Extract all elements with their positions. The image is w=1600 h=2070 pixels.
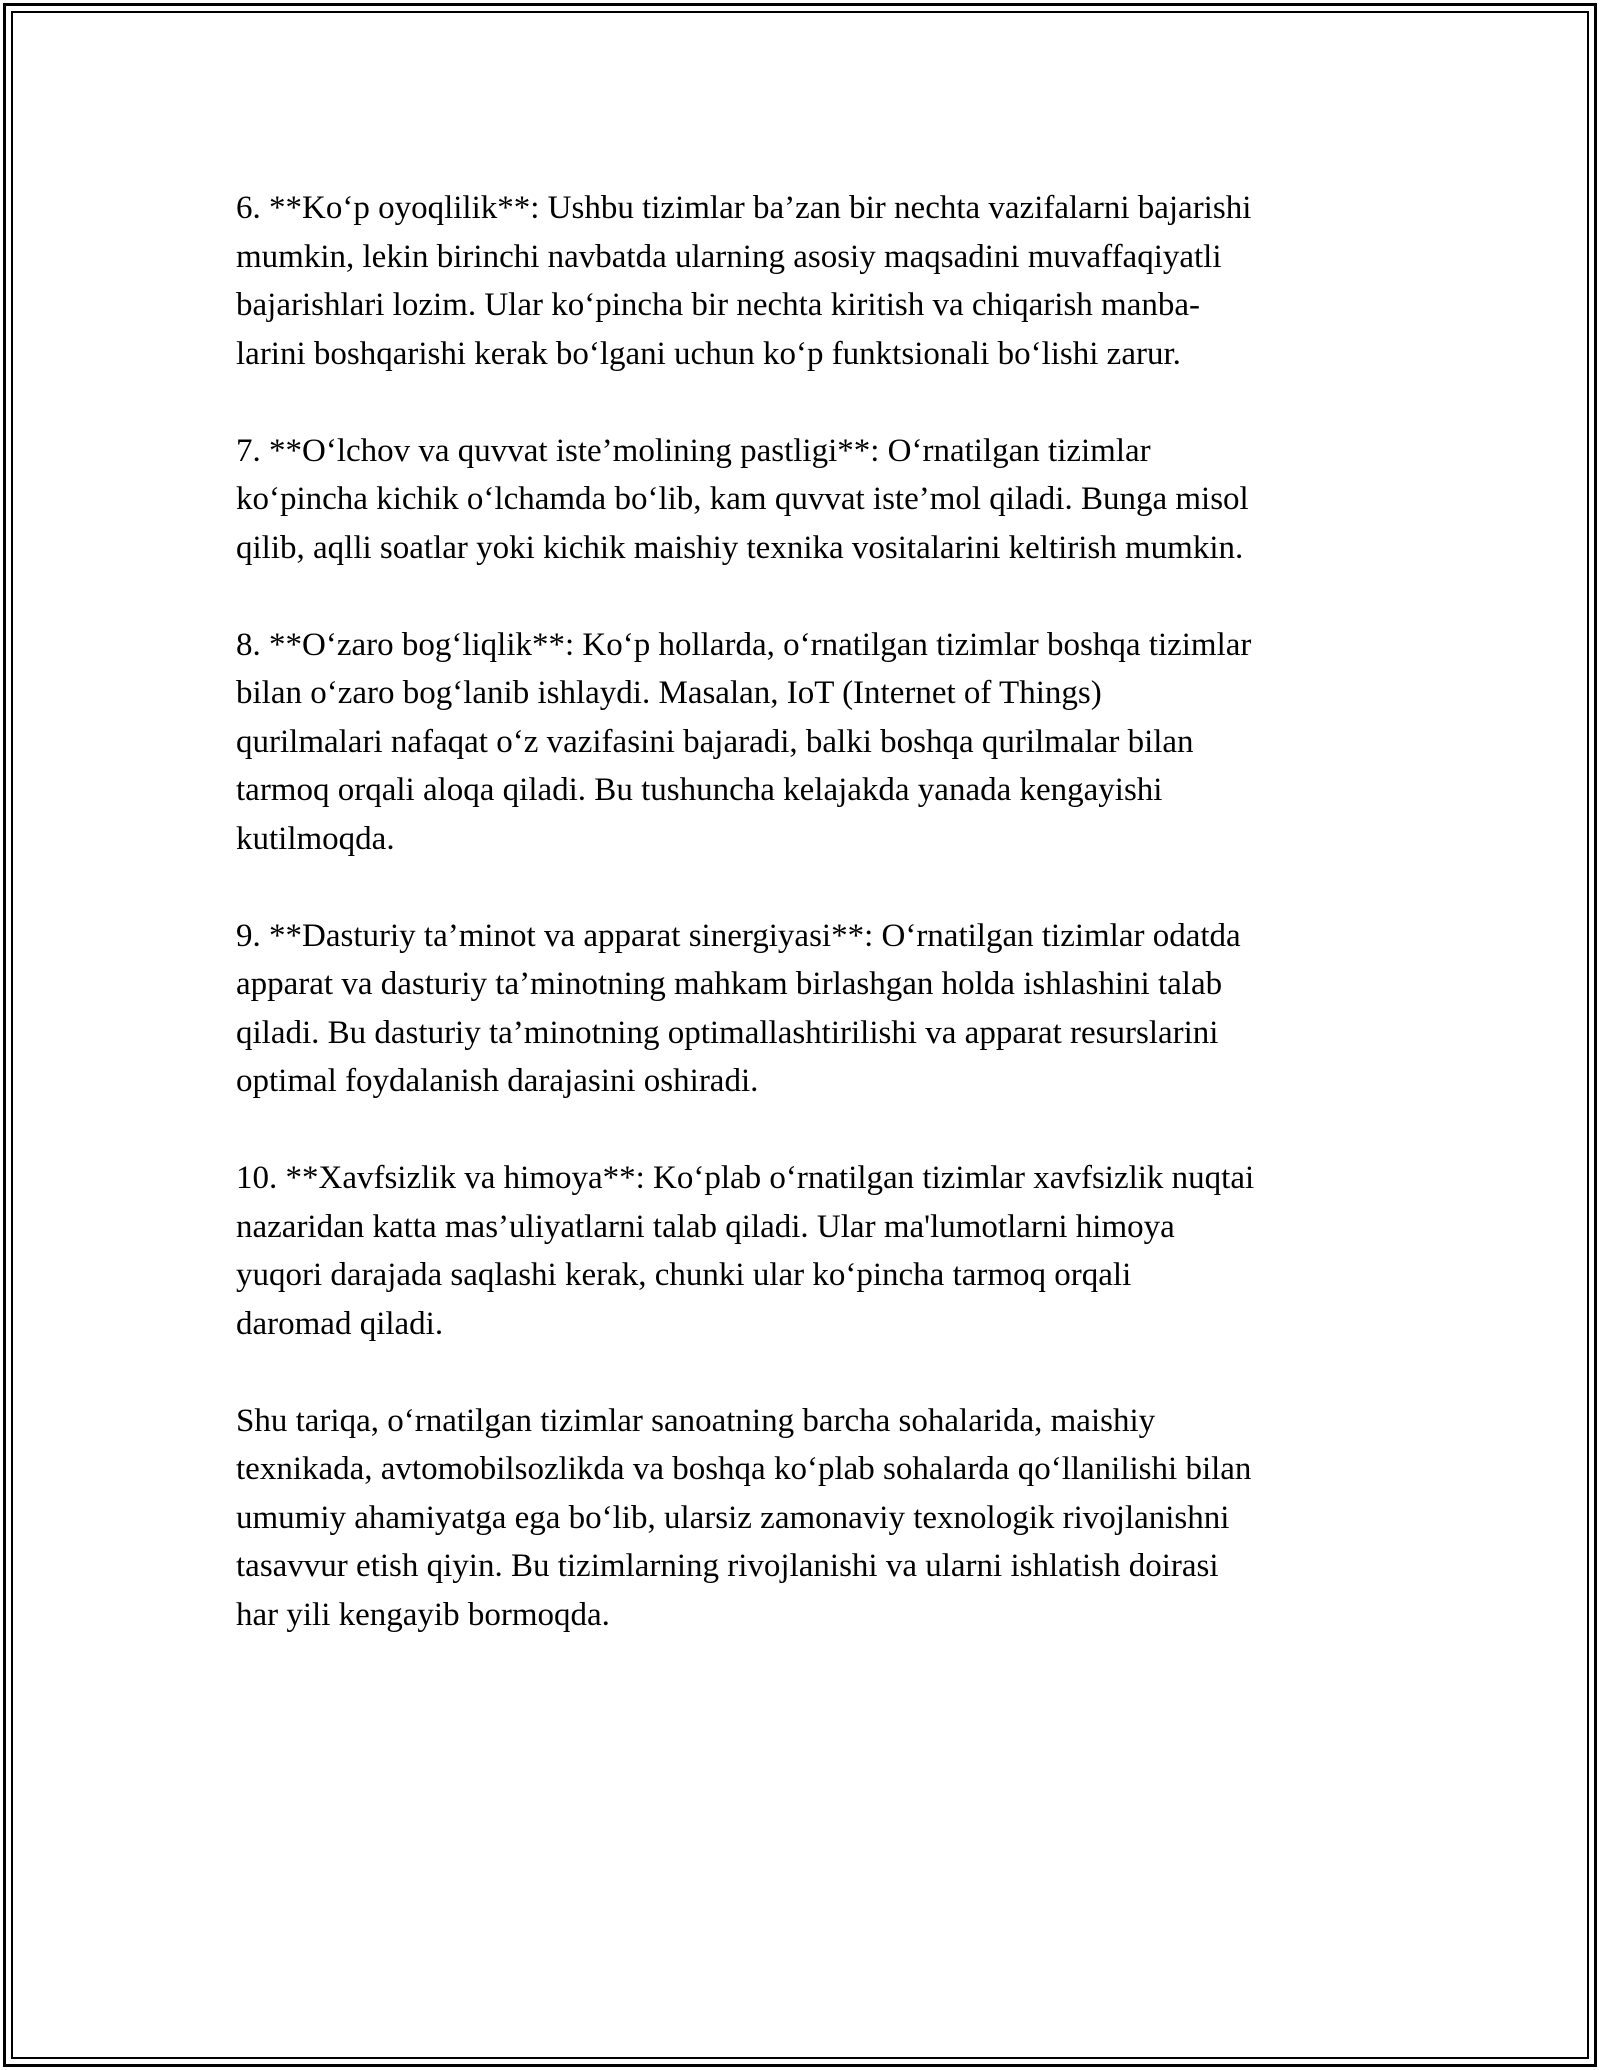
paragraph-item-10 (236, 1154, 1388, 1348)
document-body (236, 184, 1388, 1688)
text-line: 7. **O‘lchov va quvvat iste’molining pastligi**: O‘rnatilgan tizimlar (236, 432, 1151, 469)
text-line: daromad qiladi. (236, 1305, 444, 1342)
text-line: mumkin, lekin birinchi navbatda ularning asosiy maqsadini muvaffaqiyatli (236, 238, 1222, 275)
text-line: 10. **Xavfsizlik va himoya**: Ko‘plab o‘rnatilgan tizimlar xavfsizlik nuqtai (236, 1160, 1255, 1196)
paragraph-item-8 (236, 621, 1388, 864)
paragraph-item-7 (236, 427, 1388, 573)
text-line: texnikada, avtomobilsozlikda va boshqa ko‘plab sohalarda qo‘llanilishi bilan (236, 1451, 1252, 1487)
text-line: 6. **Ko‘p oyoqlilik**: Ushbu tizimlar ba’zan bir nechta vazifalarni bajarishi (236, 190, 1252, 226)
text-line: Shu tariqa, o‘rnatilgan tizimlar sanoatning barcha sohalarida, maishiy (236, 1402, 1156, 1439)
text-line: yuqori darajada saqlashi kerak, chunki ular ko‘pincha tarmoq orqali (236, 1257, 1132, 1293)
text-line: optimal foydalanish darajasini oshiradi. (236, 1063, 759, 1099)
text-line: bilan o‘zaro bog‘lanib ishlaydi. Masalan, IoT (Internet of Things) (236, 675, 1102, 711)
text-line: umumiy ahamiyatga ega bo‘lib, ularsiz zamonaviy texnologik rivojlanishni (236, 1499, 1230, 1536)
text-line: nazaridan katta mas’uliyatlarni talab qiladi. Ular ma'lumotlarni himoya (236, 1208, 1175, 1245)
text-line: qilib, aqlli soatlar yoki kichik maishiy texnika vositalarini keltirish mumkin. (236, 529, 1244, 566)
paragraph-item-6 (236, 184, 1388, 378)
paragraph-item-9 (236, 912, 1388, 1106)
text-line: apparat va dasturiy ta’minotning mahkam birlashgan holda ishlashini talab (236, 966, 1223, 1002)
text-line: qiladi. Bu dasturiy ta’minotning optimallashtirilishi va apparat resurslarini (236, 1014, 1219, 1051)
text-line: larini boshqarishi kerak bo‘lgani uchun ko‘p funktsionali bo‘lishi zarur. (236, 335, 1181, 372)
paragraph-conclusion (236, 1397, 1388, 1640)
text-line: qurilmalari nafaqat o‘z vazifasini bajaradi, balki boshqa qurilmalar bilan (236, 723, 1194, 760)
text-line: bajarishlari lozim. Ular ko‘pincha bir nechta kiritish va chiqarish manba- (236, 287, 1201, 323)
text-line: tarmoq orqali aloqa qiladi. Bu tushuncha kelajakda yanada kengayishi (236, 772, 1163, 808)
text-line: har yili kengayib bormoqda. (236, 1596, 610, 1633)
text-line: 9. **Dasturiy ta’minot va apparat sinergiyasi**: O‘rnatilgan tizimlar odatda (236, 917, 1241, 954)
text-line: kutilmoqda. (236, 820, 395, 857)
text-line: 8. **O‘zaro bog‘liqlik**: Ko‘p hollarda, o‘rnatilgan tizimlar boshqa tizimlar (236, 626, 1252, 663)
text-line: ko‘pincha kichik o‘lchamda bo‘lib, kam quvvat iste’mol qiladi. Bunga misol (236, 481, 1249, 517)
text-line: tasavvur etish qiyin. Bu tizimlarning rivojlanishi va ularni ishlatish doirasi (236, 1548, 1219, 1584)
